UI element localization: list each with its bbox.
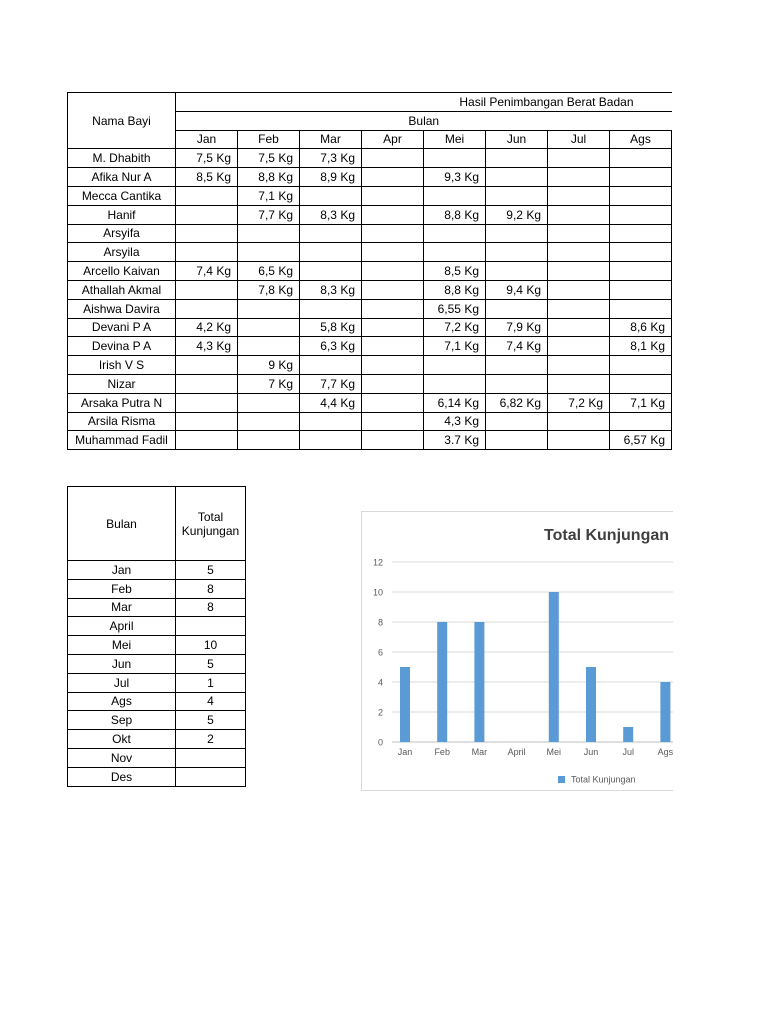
visit-table-body: [68, 487, 246, 787]
table-row: [68, 186, 672, 205]
weight-cell: [424, 149, 486, 168]
weight-cell: [176, 356, 238, 375]
x-tick-label: Mei: [546, 747, 562, 757]
table-title: Hasil Penimbangan Berat Badan: [176, 93, 672, 112]
weight-cell: [362, 356, 424, 375]
baby-name: Arsyila: [68, 243, 176, 262]
weight-cell: 7,9 Kg: [486, 318, 548, 337]
visit-month: Des: [68, 767, 176, 786]
table-row: [68, 617, 246, 636]
bar-mar: [474, 622, 484, 742]
visit-total: 4: [176, 692, 246, 711]
weight-cell: 8,9 Kg: [300, 168, 362, 187]
weight-cell: 8,3 Kg: [300, 280, 362, 299]
bar-feb: [437, 622, 447, 742]
weight-cell: [238, 224, 300, 243]
table-row: [68, 356, 672, 375]
month-header-jun: Jun: [486, 130, 548, 149]
visit-total: 5: [176, 711, 246, 730]
weight-cell: [362, 374, 424, 393]
visit-month: Sep: [68, 711, 176, 730]
table-row: [68, 561, 246, 580]
weight-cell: [486, 374, 548, 393]
weight-cell: [486, 412, 548, 431]
visit-month: April: [68, 617, 176, 636]
weight-cell: 7,5 Kg: [176, 149, 238, 168]
weight-cell: [176, 393, 238, 412]
weight-cell: 7,7 Kg: [300, 374, 362, 393]
baby-name: M. Dhabith: [68, 149, 176, 168]
visit-total: 8: [176, 598, 246, 617]
weight-cell: [486, 431, 548, 450]
month-header-apr: Apr: [362, 130, 424, 149]
y-tick-label: 4: [377, 677, 383, 688]
baby-name: Aishwa Davira: [68, 299, 176, 318]
weight-cell: [176, 431, 238, 450]
month-header-mei: Mei: [424, 130, 486, 149]
weight-cell: [610, 262, 672, 281]
weight-cell: 7,1 Kg: [238, 186, 300, 205]
visit-month: Mar: [68, 598, 176, 617]
table-row: [68, 579, 246, 598]
weight-cell: [548, 186, 610, 205]
table-row: [68, 299, 672, 318]
weight-cell: 7,5 Kg: [238, 149, 300, 168]
weight-cell: [548, 412, 610, 431]
month-header-jul: Jul: [548, 130, 610, 149]
x-tick-label: Jul: [622, 747, 634, 757]
weight-cell: [176, 280, 238, 299]
weight-cell: 7,4 Kg: [486, 337, 548, 356]
baby-name: Arsila Risma: [68, 412, 176, 431]
weight-cell: [362, 243, 424, 262]
weight-cell: [362, 318, 424, 337]
weight-cell: 4,3 Kg: [424, 412, 486, 431]
baby-name: Afika Nur A: [68, 168, 176, 187]
weight-cell: [238, 318, 300, 337]
visit-total: [176, 767, 246, 786]
weight-cell: [610, 186, 672, 205]
table-row: [68, 393, 672, 412]
bar-jun: [586, 667, 596, 742]
weight-cell: [362, 393, 424, 412]
legend-label: Total Kunjungan: [571, 774, 636, 785]
baby-name: Nizar: [68, 374, 176, 393]
weight-cell: [548, 243, 610, 262]
x-tick-label: Ags: [657, 747, 673, 757]
table-row: [68, 748, 246, 767]
visit-month: Jul: [68, 673, 176, 692]
weight-cell: [548, 337, 610, 356]
baby-name: Arsyifa: [68, 224, 176, 243]
weight-cell: 6,5 Kg: [238, 262, 300, 281]
baby-name: Devani P A: [68, 318, 176, 337]
visit-month: Ags: [68, 692, 176, 711]
table-row: [68, 168, 672, 187]
weight-cell: [176, 224, 238, 243]
weight-cell: 4,2 Kg: [176, 318, 238, 337]
weight-cell: [238, 431, 300, 450]
table-row: [68, 673, 246, 692]
weight-cell: 7,1 Kg: [610, 393, 672, 412]
weight-cell: [176, 412, 238, 431]
weight-cell: [486, 299, 548, 318]
visit-month: Nov: [68, 748, 176, 767]
weight-cell: [176, 243, 238, 262]
weight-cell: [610, 243, 672, 262]
weight-cell: 6,14 Kg: [424, 393, 486, 412]
weight-cell: [610, 412, 672, 431]
table-row: [68, 767, 246, 786]
month-header-feb: Feb: [238, 130, 300, 149]
weight-cell: [300, 224, 362, 243]
month-header-mar: Mar: [300, 130, 362, 149]
table-row: [68, 654, 246, 673]
weight-cell: [548, 431, 610, 450]
weight-cell: 8,8 Kg: [424, 205, 486, 224]
table-row: [68, 262, 672, 281]
weight-cell: [362, 224, 424, 243]
weight-cell: [610, 224, 672, 243]
weight-cell: 8,8 Kg: [238, 168, 300, 187]
visit-total-header: Total Kunjungan: [176, 487, 246, 561]
weight-cell: [362, 431, 424, 450]
weight-cell: [424, 224, 486, 243]
weight-cell: [300, 243, 362, 262]
table-row: [68, 692, 246, 711]
weight-cell: 9,2 Kg: [486, 205, 548, 224]
table-row: [68, 711, 246, 730]
visit-month: Okt: [68, 730, 176, 749]
weight-cell: 7,4 Kg: [176, 262, 238, 281]
weight-cell: 4,3 Kg: [176, 337, 238, 356]
weight-cell: [486, 262, 548, 281]
weight-cell: [238, 412, 300, 431]
weight-cell: [548, 262, 610, 281]
table-row: [68, 730, 246, 749]
table-row: [68, 224, 672, 243]
weight-cell: 8,1 Kg: [610, 337, 672, 356]
y-tick-label: 8: [377, 617, 383, 628]
weight-cell: [176, 374, 238, 393]
weight-cell: 7,7 Kg: [238, 205, 300, 224]
weight-cell: [362, 262, 424, 281]
weight-cell: [238, 243, 300, 262]
baby-name: Arsaka Putra N: [68, 393, 176, 412]
visit-month: Jan: [68, 561, 176, 580]
weight-cell: [362, 205, 424, 224]
weight-cell: [238, 337, 300, 356]
weight-cell: [362, 149, 424, 168]
weight-cell: [300, 431, 362, 450]
weight-cell: [300, 186, 362, 205]
weight-cell: 8,3 Kg: [300, 205, 362, 224]
weight-cell: [300, 299, 362, 318]
weight-cell: [176, 299, 238, 318]
weight-cell: [610, 280, 672, 299]
weight-cell: 6,3 Kg: [300, 337, 362, 356]
weight-cell: [176, 205, 238, 224]
weight-cell: 6,55 Kg: [424, 299, 486, 318]
weight-cell: [362, 168, 424, 187]
baby-name: Devina P A: [68, 337, 176, 356]
table-row: [68, 205, 672, 224]
visit-total: 5: [176, 654, 246, 673]
weight-cell: [424, 243, 486, 262]
y-tick-label: 6: [377, 647, 383, 658]
weight-cell: [610, 168, 672, 187]
weight-cell: [610, 205, 672, 224]
baby-name: Hanif: [68, 205, 176, 224]
weight-cell: [362, 337, 424, 356]
weight-cell: [548, 299, 610, 318]
weight-cell: 6,82 Kg: [486, 393, 548, 412]
weight-cell: [610, 356, 672, 375]
table-row: [68, 280, 672, 299]
table-row: [68, 318, 672, 337]
weight-cell: 8,6 Kg: [610, 318, 672, 337]
weight-cell: [424, 374, 486, 393]
weight-cell: [610, 149, 672, 168]
weight-cell: 9,3 Kg: [424, 168, 486, 187]
visit-month: Mei: [68, 636, 176, 655]
visit-total: 8: [176, 579, 246, 598]
baby-name: Irish V S: [68, 356, 176, 375]
weight-cell: 8,5 Kg: [176, 168, 238, 187]
weight-cell: 5,8 Kg: [300, 318, 362, 337]
weight-table-body: [68, 93, 672, 450]
baby-name: Muhammad Fadil: [68, 431, 176, 450]
weight-cell: 9 Kg: [238, 356, 300, 375]
weight-cell: 3.7 Kg: [424, 431, 486, 450]
weight-cell: [548, 280, 610, 299]
bar-mei: [549, 592, 559, 742]
weight-cell: [486, 186, 548, 205]
y-tick-label: 2: [377, 707, 383, 718]
table-row: [68, 598, 246, 617]
visit-total: [176, 617, 246, 636]
weight-cell: 7,8 Kg: [238, 280, 300, 299]
visit-month: Jun: [68, 654, 176, 673]
bar-ags: [660, 682, 670, 742]
x-tick-label: Feb: [434, 747, 450, 757]
weight-cell: [548, 356, 610, 375]
visit-chart: [361, 511, 673, 791]
y-tick-label: 12: [372, 557, 383, 568]
table-row: [68, 243, 672, 262]
weight-cell: [486, 356, 548, 375]
month-group-header: Bulan: [176, 111, 672, 130]
weight-cell: [362, 186, 424, 205]
chart-svg: [362, 512, 673, 790]
month-header-ags: Ags: [610, 130, 672, 149]
visit-month: Feb: [68, 579, 176, 598]
weight-cell: [548, 149, 610, 168]
weight-cell: [610, 299, 672, 318]
x-tick-label: Mar: [471, 747, 488, 757]
weight-cell: 8,5 Kg: [424, 262, 486, 281]
table-row: [68, 636, 246, 655]
weight-cell: [548, 168, 610, 187]
weight-cell: [486, 243, 548, 262]
month-header-jan: Jan: [176, 130, 238, 149]
weight-cell: [486, 149, 548, 168]
chart-title: Total Kunjungan: [544, 527, 670, 544]
weight-cell: [238, 299, 300, 318]
weight-cell: [610, 374, 672, 393]
weight-cell: [548, 374, 610, 393]
weight-cell: [424, 356, 486, 375]
visit-total: 5: [176, 561, 246, 580]
weight-cell: [362, 299, 424, 318]
weight-cell: 7 Kg: [238, 374, 300, 393]
x-tick-label: Jan: [397, 747, 413, 757]
visit-table: [67, 486, 246, 787]
table-row: [68, 149, 672, 168]
visit-total: 1: [176, 673, 246, 692]
weight-cell: 7,2 Kg: [424, 318, 486, 337]
weight-cell: [548, 224, 610, 243]
table-row: [68, 374, 672, 393]
weight-cell: [486, 224, 548, 243]
visit-month-header: Bulan: [68, 487, 176, 561]
weight-cell: [548, 318, 610, 337]
legend-swatch: [558, 776, 565, 783]
x-tick-label: Jun: [583, 747, 599, 757]
weight-cell: 7,1 Kg: [424, 337, 486, 356]
visit-total: [176, 748, 246, 767]
weight-cell: [362, 412, 424, 431]
weight-cell: [238, 393, 300, 412]
x-tick-label: April: [507, 747, 526, 757]
weight-cell: [300, 262, 362, 281]
table-row: [68, 412, 672, 431]
visit-total: 2: [176, 730, 246, 749]
weight-cell: [424, 186, 486, 205]
weight-cell: 7,3 Kg: [300, 149, 362, 168]
visit-total: 10: [176, 636, 246, 655]
bar-jul: [623, 727, 633, 742]
weight-table: [67, 92, 672, 450]
table-row: [68, 337, 672, 356]
weight-cell: 4,4 Kg: [300, 393, 362, 412]
name-header: Nama Bayi: [68, 93, 176, 149]
weight-cell: [300, 356, 362, 375]
y-tick-label: 0: [377, 737, 383, 748]
weight-cell: 8,8 Kg: [424, 280, 486, 299]
y-tick-label: 10: [372, 587, 383, 598]
baby-name: Arcello Kaivan: [68, 262, 176, 281]
baby-name: Athallah Akmal: [68, 280, 176, 299]
weight-cell: [300, 412, 362, 431]
weight-cell: [548, 205, 610, 224]
weight-cell: 6,57 Kg: [610, 431, 672, 450]
baby-name: Mecca Cantika: [68, 186, 176, 205]
table-row: [68, 431, 672, 450]
weight-cell: [362, 280, 424, 299]
weight-cell: [486, 168, 548, 187]
weight-cell: 9,4 Kg: [486, 280, 548, 299]
weight-cell: [176, 186, 238, 205]
bar-jan: [400, 667, 410, 742]
weight-cell: 7,2 Kg: [548, 393, 610, 412]
